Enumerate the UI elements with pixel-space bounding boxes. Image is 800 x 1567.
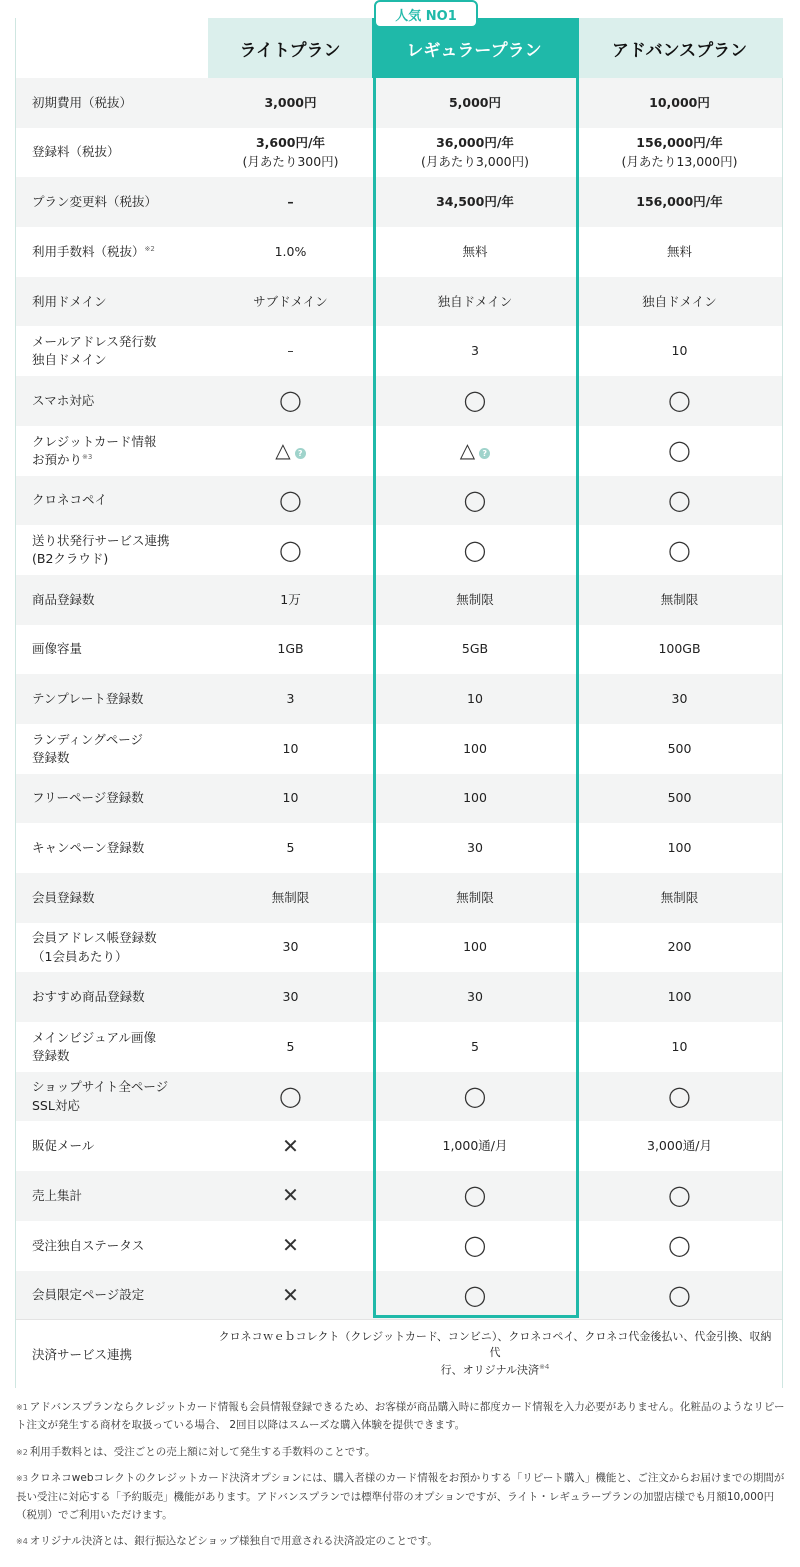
table-row xyxy=(16,873,782,923)
table-row xyxy=(16,1072,782,1122)
table-row xyxy=(16,78,782,128)
cell-advance: ◯ xyxy=(668,1282,691,1307)
cell-advance: 30 xyxy=(671,691,688,707)
cell-light: ◯ xyxy=(279,537,302,562)
plan-header-light: ライトプラン xyxy=(208,18,372,78)
cell-light: 1GB xyxy=(277,641,304,657)
cell-advance: 500 xyxy=(667,740,692,756)
cell-regular: △ ? xyxy=(373,426,577,476)
table-row xyxy=(16,774,782,824)
row-label: キャンペーン登録数 xyxy=(32,840,145,856)
table-row xyxy=(16,724,782,774)
cell-light: ◯ xyxy=(279,388,302,413)
table-row xyxy=(16,1171,782,1221)
payment-line-1: クロネコｗｅｂコレクト（クレジットカード、コンビニ）、クロネコペイ、クロネコ代金後払い、代金引換、収納代 xyxy=(218,1329,772,1360)
cell-advance: 無制限 xyxy=(660,591,699,607)
plan-header-regular: レギュラープラン xyxy=(372,18,576,78)
row-label: 利用ドメイン xyxy=(32,293,107,309)
cell-advance: ◯ xyxy=(668,487,691,512)
footnote: ※2 利用手数料とは、受注ごとの売上額に対して発生する手数料のことです。 xyxy=(16,1445,376,1458)
table-row xyxy=(16,1022,782,1072)
cell-regular: ◯ xyxy=(463,1084,487,1109)
cell-light: 3 xyxy=(286,691,295,707)
footnote: ※1 アドバンスプランならクレジットカード情報も会員情報登録できるため、お客様が商品購入時に都度カード情報を入力必要がありません。化粧品のようなリピート注文が発生する商材を取扱っている場合、 2回目以降はスムーズな購入体験を提供できます。 xyxy=(16,1401,785,1432)
row-label: 送り状発行サービス連携 (B2クラウド) xyxy=(32,532,170,567)
row-label: 会員登録数 xyxy=(32,889,95,905)
cell-light: 10 xyxy=(282,740,299,756)
row-label: メインビジュアル画像 登録数 xyxy=(32,1029,157,1063)
cell-light: 3,000円 xyxy=(264,94,317,110)
cell-regular: 無制限 xyxy=(456,591,494,607)
table-row xyxy=(16,277,782,327)
cell-advance: 無制限 xyxy=(660,889,699,905)
payment-note-mark: ※4 xyxy=(539,1362,550,1371)
cell-light: 1万 xyxy=(280,591,301,607)
footnote-mark: ※2 xyxy=(144,244,155,253)
cell-advance: 10,000円 xyxy=(649,94,710,110)
cell-regular: 3 xyxy=(471,343,479,359)
cell-regular: ◯ xyxy=(463,537,487,562)
payment-line-2: 行、オリジナル決済 xyxy=(440,1363,540,1377)
cell-advance: ◯ xyxy=(668,1084,691,1109)
table-row xyxy=(16,923,782,973)
cell-regular: 1,000通/月 xyxy=(442,1138,508,1154)
row-label: 売上集計 xyxy=(32,1187,83,1203)
footnote: ※3 クロネコwebコレクトのクレジットカード決済オプションには、購入者様のカード情報をお預かりする「リピート購入」機能と、ご注文からお届けまでの期間が長い受注に対応する「予約販売」機能があります。アドバンスプランでは標準付帯のオプションですが、ライト・レギュラープランの加盟店様でも月額10,000円（税別）でご利用いただけます。 xyxy=(16,1472,785,1521)
help-icon[interactable]: ? xyxy=(295,448,306,459)
cell-advance: 独自ドメイン xyxy=(642,293,717,309)
row-label: 受注独自ステータス xyxy=(32,1237,145,1253)
table-row xyxy=(16,972,782,1022)
row-label: ショップサイト全ページ SSL対応 xyxy=(32,1079,169,1113)
cell-advance: 500 xyxy=(667,790,692,806)
cell-advance: 100 xyxy=(667,840,692,856)
cell-regular: 独自ドメイン xyxy=(437,293,513,309)
cell-light: ✕ xyxy=(282,1282,299,1307)
row-label: 商品登録数 xyxy=(32,591,95,607)
cell-regular: ◯ xyxy=(463,388,487,413)
cell-advance: ◯ xyxy=(668,438,691,463)
table-row xyxy=(16,1271,782,1321)
cell-light: 無制限 xyxy=(271,889,310,905)
cell-advance: 3,000通/月 xyxy=(647,1138,712,1154)
row-label: 登録料（税抜） xyxy=(32,144,120,160)
cell-light: – xyxy=(287,194,294,210)
row-label: 初期費用（税抜） xyxy=(32,94,133,110)
cell-advance: 100 xyxy=(667,989,692,1005)
row-label: おすすめ商品登録数 xyxy=(32,989,145,1005)
cell-regular: 5GB xyxy=(461,641,489,657)
cell-advance: ◯ xyxy=(668,537,691,562)
cell-regular: 10 xyxy=(467,691,483,707)
plan-header-advance: アドバンスプラン xyxy=(576,18,783,78)
cell-light: 30 xyxy=(282,989,299,1005)
help-icon[interactable]: ? xyxy=(479,448,490,459)
cell-regular: 30 xyxy=(467,989,483,1005)
cell-light: 10 xyxy=(282,790,299,806)
cell-regular: ◯ xyxy=(463,1282,487,1307)
cell-regular: 100 xyxy=(463,790,487,806)
row-label: テンプレート登録数 xyxy=(32,691,144,707)
row-label: フリーページ登録数 xyxy=(32,790,144,806)
cell-light: 5 xyxy=(286,1038,295,1054)
table-row xyxy=(16,426,782,476)
payment-service-row xyxy=(16,1319,782,1388)
cell-light: 5 xyxy=(286,840,295,856)
cell-advance: ◯ xyxy=(668,388,691,413)
cell-light: ✕ xyxy=(282,1133,299,1158)
row-label: 販促メール xyxy=(32,1138,95,1154)
table-row xyxy=(16,525,782,575)
cell-advance: 無料 xyxy=(666,243,692,259)
cell-regular: 30 xyxy=(467,840,483,856)
cell-regular: 5,000円 xyxy=(448,94,502,110)
cell-light: サブドメイン xyxy=(253,293,328,309)
cell-advance: 156,000円/年 xyxy=(636,194,723,210)
table-row xyxy=(16,376,782,426)
table-row xyxy=(16,625,782,675)
row-label: クロネコペイ xyxy=(32,492,108,508)
table-row xyxy=(16,674,782,724)
cell-regular: 100 xyxy=(463,740,487,756)
cell-light: 1.0% xyxy=(274,243,307,259)
cell-regular: ◯ xyxy=(463,1183,487,1208)
cell-regular: 34,500円/年 xyxy=(436,194,514,210)
table-row xyxy=(16,1221,782,1271)
cell-advance: 100GB xyxy=(658,641,701,657)
table-row xyxy=(16,575,782,625)
table-row xyxy=(16,1121,782,1171)
cell-light: ◯ xyxy=(279,1084,302,1109)
row-label: クレジットカード情報 お預かり$^{※3}$ xyxy=(32,433,157,467)
payment-service-value xyxy=(208,1320,782,1388)
cell-light: ◯ xyxy=(279,487,302,512)
cell-light: 30 xyxy=(282,939,299,955)
row-label: ランディングページ 登録数 xyxy=(32,731,144,765)
row-label: 会員限定ページ設定 xyxy=(32,1287,145,1303)
row-label: 利用手数料（税抜）$^{※2}$ xyxy=(32,243,155,259)
row-label: メールアドレス発行数 独自ドメイン xyxy=(32,334,157,368)
row-label: スマホ対応 xyxy=(32,392,95,408)
row-label: 画像容量 xyxy=(32,641,83,657)
row-label: プラン変更料（税抜） xyxy=(32,194,158,210)
cell-light: 3,600円/年 (月あたり300円) xyxy=(242,135,339,169)
cell-light: ✕ xyxy=(282,1183,299,1208)
cell-regular: ◯ xyxy=(463,487,487,512)
cell-regular: 無料 xyxy=(462,243,488,259)
comparison-rows xyxy=(16,78,782,1320)
cell-advance: 200 xyxy=(667,939,692,955)
footnote-mark: ※3 xyxy=(82,452,93,461)
popular-badge: 人気 NO1 xyxy=(374,0,478,28)
table-row xyxy=(16,476,782,526)
row-label: 会員アドレス帳登録数 （1会員あたり） xyxy=(32,930,157,964)
cell-advance: 10 xyxy=(671,1038,688,1054)
plan-header-row xyxy=(208,18,783,78)
cell-regular: 36,000円/年 (月あたり3,000円) xyxy=(420,135,530,169)
cell-regular: ◯ xyxy=(463,1233,487,1258)
footnote: ※4 オリジナル決済とは、銀行振込などショップ様独自で用意される決済設定のことです。 xyxy=(16,1535,438,1548)
table-row xyxy=(16,227,782,277)
cell-light: △ ? xyxy=(208,426,373,476)
table-row xyxy=(16,823,782,873)
cell-regular: 100 xyxy=(463,939,487,955)
payment-service-label: 決済サービス連携 xyxy=(32,1347,133,1362)
table-row xyxy=(16,326,782,376)
table-row xyxy=(16,128,782,178)
cell-advance: 10 xyxy=(671,343,688,359)
cell-light: ✕ xyxy=(282,1233,299,1258)
cell-light: – xyxy=(287,343,294,359)
cell-regular: 無制限 xyxy=(456,889,494,905)
cell-advance: ◯ xyxy=(668,1183,691,1208)
table-row xyxy=(16,177,782,227)
footnotes xyxy=(16,1398,786,1559)
cell-advance: 156,000円/年 (月あたり13,000円) xyxy=(621,135,738,169)
cell-advance: ◯ xyxy=(668,1233,691,1258)
cell-regular: 5 xyxy=(471,1038,479,1054)
